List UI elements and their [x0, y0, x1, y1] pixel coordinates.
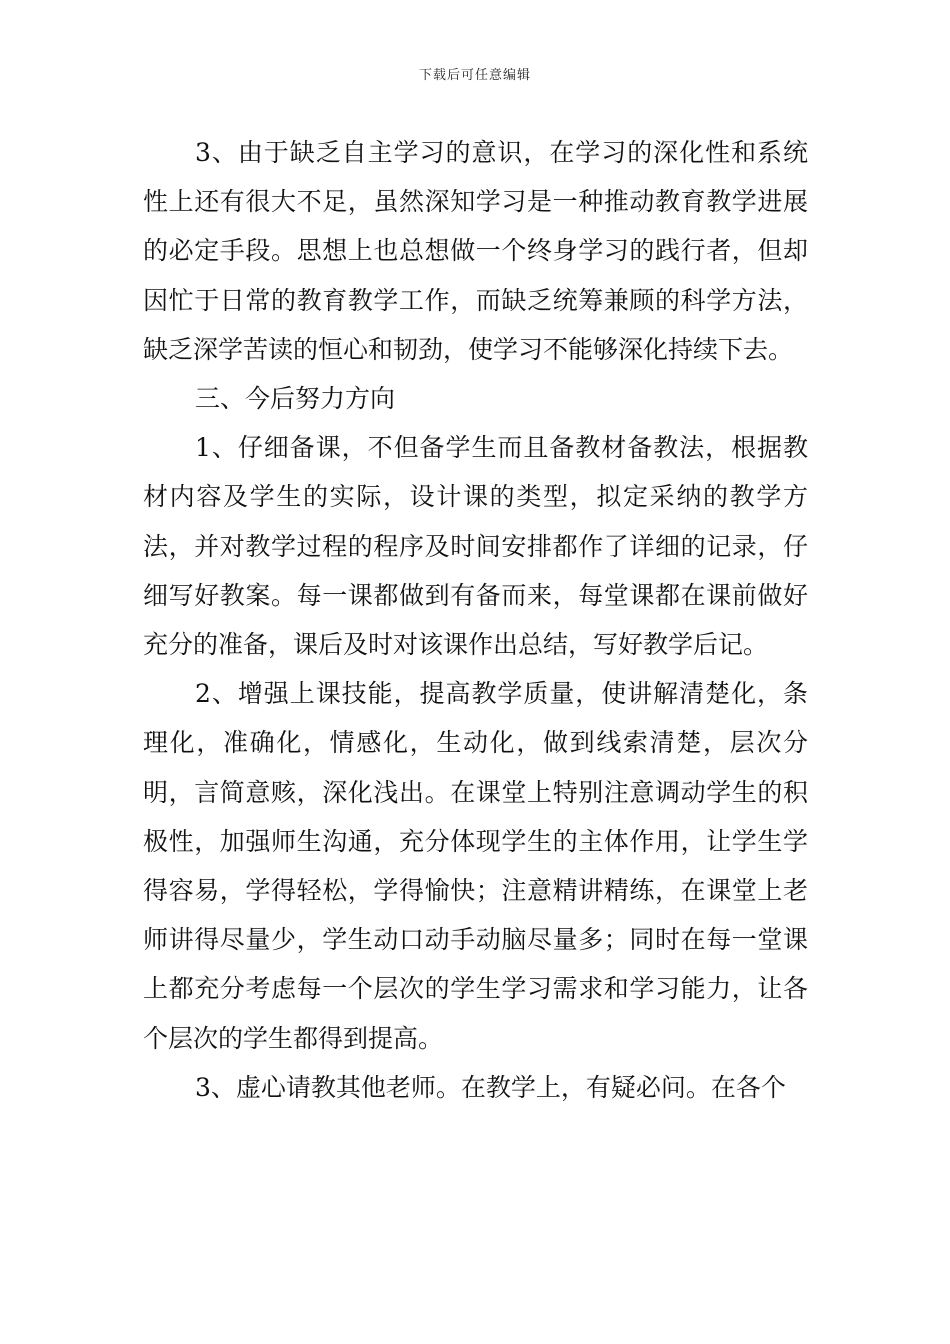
document-body	[143, 128, 808, 1112]
paragraph-point-1-lesson-prep: 1、仔细备课，不但备学生而且备教材备教法，根据教材内容及学生的实际，设计课的类型，拟定采纳的教学方法，并对教学过程的程序及时间安排都作了详细的记录，仔细写好教案。每一课都做到有备而来，每堂课都在课前做好充分的准备，课后及时对该课作出总结，写好教学后记。	[143, 433, 808, 660]
paragraph-point-3-consult-teachers: 3、虚心请教其他老师。在教学上，有疑必问。在各个	[195, 1072, 786, 1102]
section-heading-future-direction: 三、今后努力方向	[195, 384, 396, 414]
page-header: 下载后可任意编辑	[418, 68, 531, 83]
paragraph-point-3-lack-of-learning: 3、由于缺乏自主学习的意识，在学习的深化性和系统性上还有很大不足，虽然深知学习是一种推动教育教学进展的必定手段。思想上也总想做一个终身学习的践行者，但却因忙于日常的教育教学工作，而缺乏统筹兼顾的科学方法，缺乏深学苦读的恒心和韧劲，使学习不能够深化持续下去。	[143, 138, 808, 364]
paragraph-point-2-teaching-skills: 2、增强上课技能，提高教学质量，使讲解清楚化，条理化，准确化，情感化，生动化，做到线索清楚，层次分明，言简意赅，深化浅出。在课堂上特别注意调动学生的积极性，加强师生沟通，充分体现学生的主体作用，让学生学得容易，学得轻松，学得愉快；注意精讲精练，在课堂上老师讲得尽量少，学生动口动手动脑尽量多；同时在每一堂课上都充分考虑每一个层次的学生学习需求和学习能力，让各个层次的学生都得到提高。	[143, 679, 808, 1053]
